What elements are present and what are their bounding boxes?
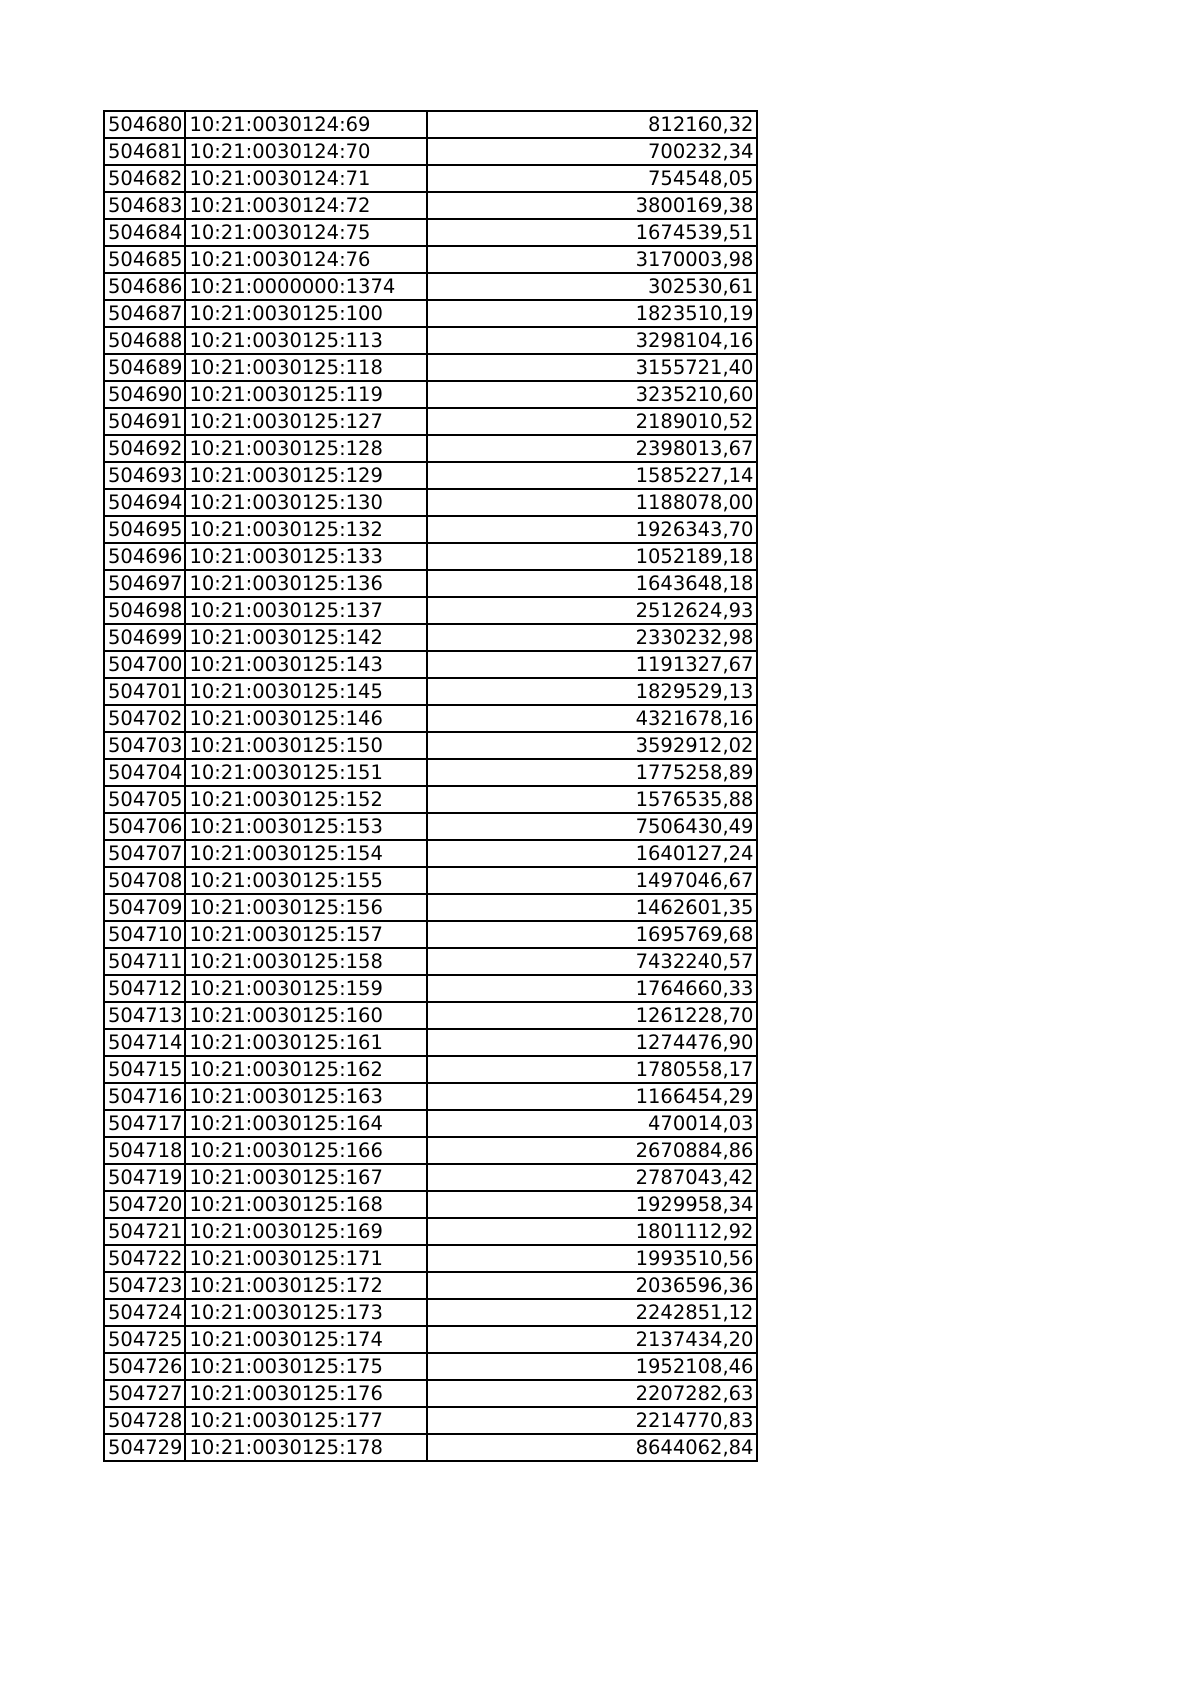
amount-cell: 1952108,46	[427, 1353, 757, 1380]
table-row	[104, 921, 757, 948]
row-id-cell: 504708	[104, 867, 185, 894]
table-row	[104, 1110, 757, 1137]
table-row	[104, 1218, 757, 1245]
row-id-cell: 504717	[104, 1110, 185, 1137]
table-row	[104, 138, 757, 165]
table-body	[104, 111, 757, 1461]
row-id-cell: 504714	[104, 1029, 185, 1056]
cadastral-number-cell: 10:21:0030125:176	[185, 1380, 427, 1407]
amount-cell: 3235210,60	[427, 381, 757, 408]
row-id-cell: 504704	[104, 759, 185, 786]
cadastral-number-cell: 10:21:0030124:69	[185, 111, 427, 138]
cadastral-number-cell: 10:21:0030125:168	[185, 1191, 427, 1218]
row-id-cell: 504685	[104, 246, 185, 273]
row-id-cell: 504682	[104, 165, 185, 192]
row-id-cell: 504706	[104, 813, 185, 840]
table-row	[104, 354, 757, 381]
table-row	[104, 543, 757, 570]
table-row	[104, 786, 757, 813]
table-row	[104, 624, 757, 651]
table-row	[104, 705, 757, 732]
table-row	[104, 165, 757, 192]
cadastral-number-cell: 10:21:0030125:156	[185, 894, 427, 921]
cadastral-number-cell: 10:21:0030125:130	[185, 489, 427, 516]
amount-cell: 1274476,90	[427, 1029, 757, 1056]
table-row	[104, 678, 757, 705]
amount-cell: 2787043,42	[427, 1164, 757, 1191]
row-id-cell: 504724	[104, 1299, 185, 1326]
cadastral-number-cell: 10:21:0030125:146	[185, 705, 427, 732]
cadastral-number-cell: 10:21:0030125:150	[185, 732, 427, 759]
row-id-cell: 504721	[104, 1218, 185, 1245]
row-id-cell: 504683	[104, 192, 185, 219]
cadastral-number-cell: 10:21:0030125:177	[185, 1407, 427, 1434]
amount-cell: 1462601,35	[427, 894, 757, 921]
row-id-cell: 504680	[104, 111, 185, 138]
row-id-cell: 504727	[104, 1380, 185, 1407]
table-row	[104, 408, 757, 435]
row-id-cell: 504726	[104, 1353, 185, 1380]
row-id-cell: 504689	[104, 354, 185, 381]
cadastral-number-cell: 10:21:0030125:163	[185, 1083, 427, 1110]
table-row	[104, 1245, 757, 1272]
table-row	[104, 1299, 757, 1326]
amount-cell: 1674539,51	[427, 219, 757, 246]
row-id-cell: 504695	[104, 516, 185, 543]
row-id-cell: 504728	[104, 1407, 185, 1434]
amount-cell: 1829529,13	[427, 678, 757, 705]
amount-cell: 1993510,56	[427, 1245, 757, 1272]
amount-cell: 2036596,36	[427, 1272, 757, 1299]
cadastral-number-cell: 10:21:0030125:153	[185, 813, 427, 840]
row-id-cell: 504719	[104, 1164, 185, 1191]
cadastral-number-cell: 10:21:0030125:100	[185, 300, 427, 327]
table-row	[104, 246, 757, 273]
amount-cell: 1640127,24	[427, 840, 757, 867]
row-id-cell: 504709	[104, 894, 185, 921]
cadastral-number-cell: 10:21:0030125:167	[185, 1164, 427, 1191]
cadastral-number-cell: 10:21:0030125:175	[185, 1353, 427, 1380]
row-id-cell: 504713	[104, 1002, 185, 1029]
amount-cell: 7432240,57	[427, 948, 757, 975]
amount-cell: 1188078,00	[427, 489, 757, 516]
cadastral-number-cell: 10:21:0030125:169	[185, 1218, 427, 1245]
cadastral-number-cell: 10:21:0030125:155	[185, 867, 427, 894]
table-row	[104, 570, 757, 597]
amount-cell: 2189010,52	[427, 408, 757, 435]
cadastral-number-cell: 10:21:0030125:119	[185, 381, 427, 408]
table-row	[104, 1380, 757, 1407]
table-row	[104, 192, 757, 219]
amount-cell: 1775258,89	[427, 759, 757, 786]
amount-cell: 2330232,98	[427, 624, 757, 651]
table-row	[104, 1434, 757, 1461]
row-id-cell: 504725	[104, 1326, 185, 1353]
cadastral-number-cell: 10:21:0030125:178	[185, 1434, 427, 1461]
row-id-cell: 504705	[104, 786, 185, 813]
table-row	[104, 651, 757, 678]
table-row	[104, 759, 757, 786]
table-row	[104, 894, 757, 921]
table-row	[104, 219, 757, 246]
table-row	[104, 1272, 757, 1299]
row-id-cell: 504710	[104, 921, 185, 948]
table-row	[104, 1164, 757, 1191]
row-id-cell: 504729	[104, 1434, 185, 1461]
cadastral-number-cell: 10:21:0030125:158	[185, 948, 427, 975]
row-id-cell: 504696	[104, 543, 185, 570]
amount-cell: 1801112,92	[427, 1218, 757, 1245]
row-id-cell: 504691	[104, 408, 185, 435]
table-row	[104, 1056, 757, 1083]
amount-cell: 2214770,83	[427, 1407, 757, 1434]
row-id-cell: 504703	[104, 732, 185, 759]
row-id-cell: 504718	[104, 1137, 185, 1164]
amount-cell: 1052189,18	[427, 543, 757, 570]
amount-cell: 1764660,33	[427, 975, 757, 1002]
amount-cell: 754548,05	[427, 165, 757, 192]
table-row	[104, 1002, 757, 1029]
cadastral-number-cell: 10:21:0030125:160	[185, 1002, 427, 1029]
row-id-cell: 504716	[104, 1083, 185, 1110]
row-id-cell: 504702	[104, 705, 185, 732]
table-row	[104, 732, 757, 759]
amount-cell: 2207282,63	[427, 1380, 757, 1407]
cadastral-number-cell: 10:21:0030125:161	[185, 1029, 427, 1056]
row-id-cell: 504694	[104, 489, 185, 516]
cadastral-number-cell: 10:21:0030125:159	[185, 975, 427, 1002]
cadastral-number-cell: 10:21:0030124:76	[185, 246, 427, 273]
table-row	[104, 1326, 757, 1353]
amount-cell: 1191327,67	[427, 651, 757, 678]
table-row	[104, 1191, 757, 1218]
cadastral-number-cell: 10:21:0030125:118	[185, 354, 427, 381]
table-row	[104, 516, 757, 543]
cadastral-number-cell: 10:21:0030125:142	[185, 624, 427, 651]
amount-cell: 700232,34	[427, 138, 757, 165]
amount-cell: 1585227,14	[427, 462, 757, 489]
row-id-cell: 504686	[104, 273, 185, 300]
amount-cell: 1576535,88	[427, 786, 757, 813]
table-row	[104, 840, 757, 867]
cadastral-number-cell: 10:21:0030125:143	[185, 651, 427, 678]
amount-cell: 2242851,12	[427, 1299, 757, 1326]
amount-cell: 1926343,70	[427, 516, 757, 543]
cadastral-number-cell: 10:21:0030125:164	[185, 1110, 427, 1137]
table-row	[104, 381, 757, 408]
row-id-cell: 504722	[104, 1245, 185, 1272]
table-row	[104, 435, 757, 462]
cadastral-number-cell: 10:21:0030125:173	[185, 1299, 427, 1326]
row-id-cell: 504693	[104, 462, 185, 489]
amount-cell: 1780558,17	[427, 1056, 757, 1083]
amount-cell: 1261228,70	[427, 1002, 757, 1029]
table-row	[104, 975, 757, 1002]
cadastral-number-cell: 10:21:0030124:70	[185, 138, 427, 165]
row-id-cell: 504697	[104, 570, 185, 597]
row-id-cell: 504723	[104, 1272, 185, 1299]
amount-cell: 1929958,34	[427, 1191, 757, 1218]
cadastral-number-cell: 10:21:0030125:162	[185, 1056, 427, 1083]
amount-cell: 1497046,67	[427, 867, 757, 894]
amount-cell: 1695769,68	[427, 921, 757, 948]
cadastral-number-cell: 10:21:0000000:1374	[185, 273, 427, 300]
row-id-cell: 504712	[104, 975, 185, 1002]
table-row	[104, 1407, 757, 1434]
row-id-cell: 504701	[104, 678, 185, 705]
data-table	[103, 110, 758, 1462]
amount-cell: 1166454,29	[427, 1083, 757, 1110]
cadastral-number-cell: 10:21:0030125:157	[185, 921, 427, 948]
table-row	[104, 462, 757, 489]
row-id-cell: 504687	[104, 300, 185, 327]
cadastral-number-cell: 10:21:0030125:154	[185, 840, 427, 867]
amount-cell: 2398013,67	[427, 435, 757, 462]
amount-cell: 2137434,20	[427, 1326, 757, 1353]
amount-cell: 3170003,98	[427, 246, 757, 273]
amount-cell: 3800169,38	[427, 192, 757, 219]
cadastral-number-cell: 10:21:0030124:75	[185, 219, 427, 246]
cadastral-number-cell: 10:21:0030125:151	[185, 759, 427, 786]
cadastral-number-cell: 10:21:0030125:145	[185, 678, 427, 705]
amount-cell: 470014,03	[427, 1110, 757, 1137]
table-row	[104, 1083, 757, 1110]
table-row	[104, 1353, 757, 1380]
table-row	[104, 300, 757, 327]
row-id-cell: 504699	[104, 624, 185, 651]
row-id-cell: 504681	[104, 138, 185, 165]
table-row	[104, 813, 757, 840]
cadastral-number-cell: 10:21:0030125:136	[185, 570, 427, 597]
row-id-cell: 504711	[104, 948, 185, 975]
cadastral-number-cell: 10:21:0030125:127	[185, 408, 427, 435]
amount-cell: 1823510,19	[427, 300, 757, 327]
amount-cell: 7506430,49	[427, 813, 757, 840]
cadastral-number-cell: 10:21:0030124:71	[185, 165, 427, 192]
cadastral-number-cell: 10:21:0030125:137	[185, 597, 427, 624]
cadastral-number-cell: 10:21:0030125:132	[185, 516, 427, 543]
cadastral-number-cell: 10:21:0030125:128	[185, 435, 427, 462]
cadastral-number-cell: 10:21:0030125:171	[185, 1245, 427, 1272]
row-id-cell: 504700	[104, 651, 185, 678]
cadastral-number-cell: 10:21:0030125:129	[185, 462, 427, 489]
amount-cell: 812160,32	[427, 111, 757, 138]
table-row	[104, 273, 757, 300]
table-row	[104, 489, 757, 516]
row-id-cell: 504688	[104, 327, 185, 354]
row-id-cell: 504698	[104, 597, 185, 624]
table-row	[104, 1137, 757, 1164]
amount-cell: 4321678,16	[427, 705, 757, 732]
row-id-cell: 504692	[104, 435, 185, 462]
row-id-cell: 504715	[104, 1056, 185, 1083]
amount-cell: 2512624,93	[427, 597, 757, 624]
amount-cell: 8644062,84	[427, 1434, 757, 1461]
amount-cell: 3592912,02	[427, 732, 757, 759]
cadastral-number-cell: 10:21:0030125:133	[185, 543, 427, 570]
table-row	[104, 867, 757, 894]
table-row	[104, 327, 757, 354]
amount-cell: 3155721,40	[427, 354, 757, 381]
amount-cell: 1643648,18	[427, 570, 757, 597]
cadastral-number-cell: 10:21:0030125:166	[185, 1137, 427, 1164]
row-id-cell: 504720	[104, 1191, 185, 1218]
amount-cell: 3298104,16	[427, 327, 757, 354]
table-row	[104, 1029, 757, 1056]
cadastral-number-cell: 10:21:0030125:172	[185, 1272, 427, 1299]
table-row	[104, 948, 757, 975]
cadastral-number-cell: 10:21:0030124:72	[185, 192, 427, 219]
row-id-cell: 504690	[104, 381, 185, 408]
cadastral-number-cell: 10:21:0030125:174	[185, 1326, 427, 1353]
table-row	[104, 597, 757, 624]
amount-cell: 302530,61	[427, 273, 757, 300]
row-id-cell: 504684	[104, 219, 185, 246]
table-row	[104, 111, 757, 138]
row-id-cell: 504707	[104, 840, 185, 867]
cadastral-number-cell: 10:21:0030125:152	[185, 786, 427, 813]
cadastral-number-cell: 10:21:0030125:113	[185, 327, 427, 354]
amount-cell: 2670884,86	[427, 1137, 757, 1164]
